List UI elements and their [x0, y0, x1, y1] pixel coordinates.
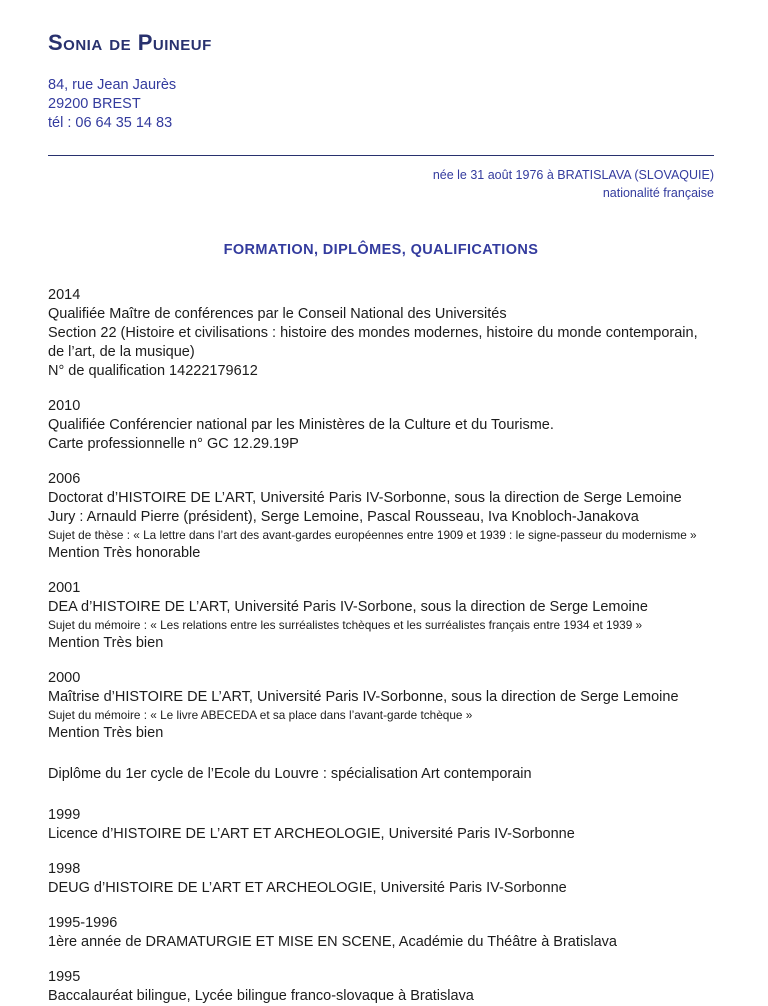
entry-line: Jury : Arnauld Pierre (président), Serge Lemoine, Pascal Rousseau, Iva Knobloch-Janakova — [48, 509, 639, 525]
section-title: FORMATION, DIPLÔMES, QUALIFICATIONS — [223, 242, 539, 258]
entry-2006 — [48, 470, 714, 563]
address-line-city: 29200 BREST — [48, 96, 141, 112]
entry-line: DEUG d’HISTOIRE DE L’ART ET ARCHEOLOGIE, Université Paris IV-Sorbonne — [48, 880, 567, 896]
address-line-phone: tél : 06 64 35 14 83 — [48, 115, 173, 131]
louvre-diploma-line: Diplôme du 1er cycle de l’Ecole du Louvre : spécialisation Art contemporain — [48, 766, 532, 782]
person-name: Sonia de Puineuf — [48, 30, 212, 55]
entry-line: Carte professionnelle n° GC 12.29.19P — [48, 436, 299, 452]
entry-line: 1ère année de DRAMATURGIE ET MISE EN SCENE, Académie du Théâtre à Bratislava — [48, 934, 617, 950]
entry-line: Section 22 (Histoire et civilisations : histoire des mondes modernes, histoire du monde contemporain, de l’art, de la musique) — [48, 325, 698, 360]
entry-year: 1995-1996 — [48, 915, 118, 931]
entry-line: DEA d’HISTOIRE DE L’ART, Université Paris IV-Sorbone, sous la direction de Serge Lemoine — [48, 599, 648, 615]
entry-1995 — [48, 968, 714, 1006]
entry-year: 1998 — [48, 861, 81, 877]
entry-line: Licence d’HISTOIRE DE L’ART ET ARCHEOLOGIE, Université Paris IV-Sorbonne — [48, 826, 575, 842]
entry-2001 — [48, 579, 714, 653]
entry-line: Baccalauréat bilingue, Lycée bilingue franco-slovaque à Bratislava — [48, 988, 474, 1004]
entry-2014 — [48, 286, 714, 381]
entry-mention: Mention Très bien — [48, 635, 164, 651]
entry-memoir-subject: Sujet du mémoire : « Les relations entre les surréalistes tchèques et les surréalistes français entre 1934 et 1939 » — [48, 618, 643, 632]
entry-year: 2001 — [48, 580, 81, 596]
entry-thesis-subject: Sujet de thèse : « La lettre dans l’art des avant-gardes européennes entre 1909 et 1939 : le signe-passeur du modernisme » — [48, 528, 697, 542]
entry-1998 — [48, 860, 714, 898]
divider-rule — [48, 155, 714, 156]
education-entries — [48, 286, 714, 1006]
entry-line: Doctorat d’HISTOIRE DE L’ART, Université Paris IV-Sorbonne, sous la direction de Serge Lemoine — [48, 490, 682, 506]
entry-2000 — [48, 669, 714, 743]
entry-mention: Mention Très honorable — [48, 545, 201, 561]
entry-line: Maîtrise d’HISTOIRE DE L’ART, Université Paris IV-Sorbonne, sous la direction de Serge Lemoine — [48, 689, 679, 705]
entry-year: 2000 — [48, 670, 81, 686]
entry-line: Qualifiée Maître de conférences par le Conseil National des Universités — [48, 306, 507, 322]
entry-1999 — [48, 806, 714, 844]
entry-year: 2006 — [48, 471, 81, 487]
entry-year: 1995 — [48, 969, 81, 985]
entry-memoir-subject: Sujet du mémoire : « Le livre ABECEDA et sa place dans l’avant-garde tchèque » — [48, 708, 473, 722]
birth-block — [48, 166, 714, 202]
address-block — [48, 76, 714, 133]
entry-year: 2010 — [48, 398, 81, 414]
entry-line: N° de qualification 14222179612 — [48, 363, 258, 379]
address-line-street: 84, rue Jean Jaurès — [48, 77, 177, 93]
nationality-line: nationalité française — [602, 186, 714, 200]
entry-year: 2014 — [48, 287, 81, 303]
entry-1995-1996 — [48, 914, 714, 952]
entry-line: Qualifiée Conférencier national par les Ministères de la Culture et du Tourisme. — [48, 417, 554, 433]
entry-year: 1999 — [48, 807, 81, 823]
entry-mention: Mention Très bien — [48, 725, 164, 741]
birth-line: née le 31 août 1976 à BRATISLAVA (SLOVAQUIE) — [432, 168, 714, 182]
entry-2010 — [48, 397, 714, 454]
